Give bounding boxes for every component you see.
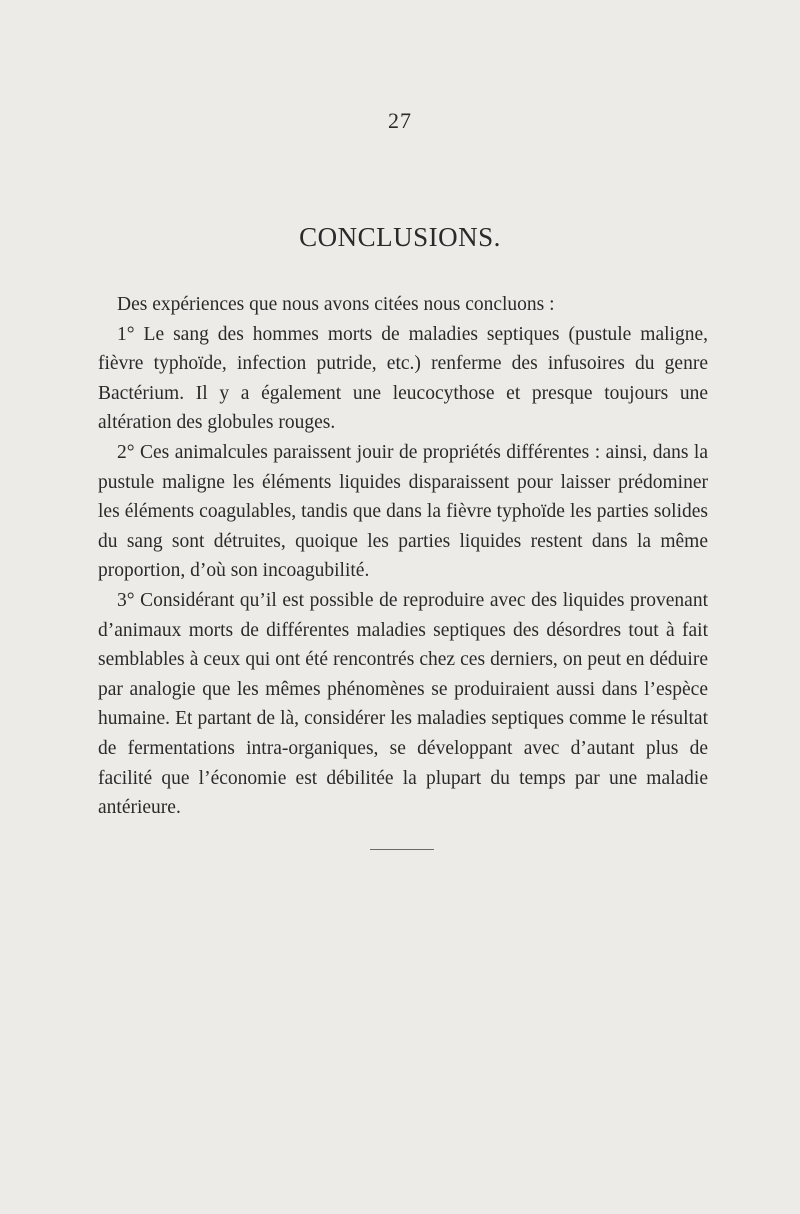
page-number: 27: [388, 108, 412, 133]
paragraph-conclusion-3: 3° Considérant qu’il est possible de reproduire avec des liquides provenant d’animaux morts de différentes maladies septiques des désordres tout à fait semblables à ceux qui ont été rencontrés chez ces derniers, on peut en déduire par analogie que les mêmes phénomènes se produiraient aussi dans l’espèce humaine. Et partant de là, considérer les maladies septiques comme le résultat de fermentations intra-organiques, se développant avec d’autant plus de facilité que l’économie est débilitée la plupart du temps par une maladie antérieure.: [98, 589, 708, 819]
section-divider: [370, 849, 434, 850]
paragraph-conclusion-2: 2° Ces animalcules paraissent jouir de propriétés différentes : ainsi, dans la pustule maligne les éléments liquides disparaissent pour laisser prédominer les éléments coagulables, tandis que dans la fièvre typhoïde les parties solides du sang sont détruites, quoique les parties liquides restent dans la même proportion, d’où son incoagubilité.: [98, 441, 708, 582]
paragraph-conclusion-1: 1° Le sang des hommes morts de maladies septiques (pustule maligne, fièvre typhoïde, infection putride, etc.) renferme des infusoires du genre Bactérium. Il y a également une leucocythose et presque toujours une altération des globules rouges.: [98, 323, 708, 434]
page-title: CONCLUSIONS.: [299, 222, 501, 252]
paragraph-intro: Des expériences que nous avons citées nous concluons :: [117, 294, 555, 315]
body-text: [98, 290, 708, 823]
